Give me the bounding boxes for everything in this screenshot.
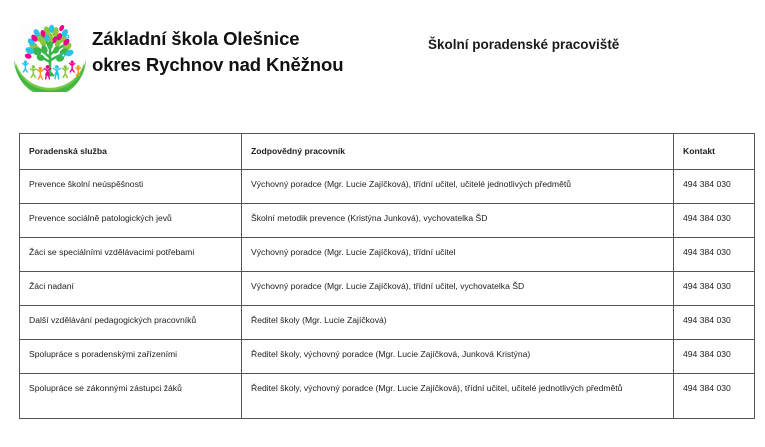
school-tree-children-logo-icon: [11, 14, 89, 92]
cell-worker: Výchovný poradce (Mgr. Lucie Zajíčková), třídní učitel, učitelé jednotlivých předmětů: [242, 170, 674, 204]
cell-contact: 494 384 030: [674, 306, 755, 340]
cell-worker: Výchovný poradce (Mgr. Lucie Zajíčková), třídní učitel: [242, 238, 674, 272]
column-header-contact: Kontakt: [674, 134, 755, 170]
school-name-line-2: okres Rychnov nad Kněžnou: [92, 54, 344, 75]
services-table-container: [19, 133, 754, 419]
table-row: [20, 238, 755, 272]
cell-contact: 494 384 030: [674, 170, 755, 204]
column-header-worker: Zodpovědný pracovník: [242, 134, 674, 170]
school-name-line-1: Základní škola Olešnice: [92, 28, 300, 49]
table-row: [20, 306, 755, 340]
table-row: [20, 204, 755, 238]
table-header-row: [20, 134, 755, 170]
column-header-service: Poradenská služba: [20, 134, 242, 170]
table-row: [20, 340, 755, 374]
cell-contact: 494 384 030: [674, 340, 755, 374]
cell-contact: 494 384 030: [674, 204, 755, 238]
cell-service: Prevence sociálně patologických jevů: [20, 204, 242, 238]
school-name: [92, 26, 412, 78]
table-row: [20, 272, 755, 306]
cell-service: Další vzdělávání pedagogických pracovníků: [20, 306, 242, 340]
cell-service: Spolupráce se zákonnými zástupci žáků: [20, 374, 242, 419]
table-row: [20, 374, 755, 419]
cell-service: Spolupráce s poradenskými zařízeními: [20, 340, 242, 374]
counseling-services-table: [19, 133, 755, 419]
table-row: [20, 170, 755, 204]
cell-contact: 494 384 030: [674, 374, 755, 419]
cell-service: Žáci se speciálními vzdělávacimi potřebami: [20, 238, 242, 272]
department-title: Školní poradenské pracoviště: [428, 37, 620, 52]
cell-worker: Školní metodik prevence (Kristýna Junková), vychovatelka ŠD: [242, 204, 674, 238]
page-header: [0, 0, 765, 110]
cell-contact: 494 384 030: [674, 238, 755, 272]
cell-service: Prevence školní neúspěšnosti: [20, 170, 242, 204]
cell-worker: Ředitel školy (Mgr. Lucie Zajíčková): [242, 306, 674, 340]
cell-worker: Ředitel školy, výchovný poradce (Mgr. Lucie Zajíčková, Junková Kristýna): [242, 340, 674, 374]
cell-service: Žáci nadaní: [20, 272, 242, 306]
cell-worker: Výchovný poradce (Mgr. Lucie Zajíčková), třídní učitel, vychovatelka ŠD: [242, 272, 674, 306]
cell-contact: 494 384 030: [674, 272, 755, 306]
cell-worker: Ředitel školy, výchovný poradce (Mgr. Lucie Zajíčková), třídní učitel, učitelé jednotlivých předmětů: [242, 374, 674, 419]
